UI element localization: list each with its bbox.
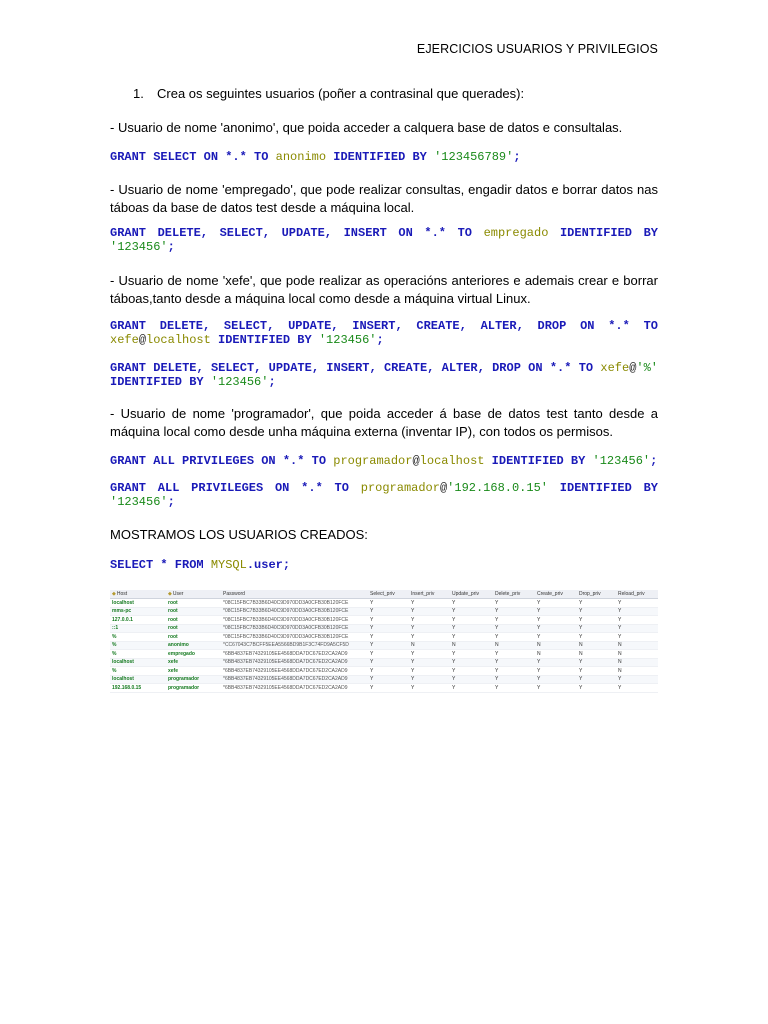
page-header-title: EJERCICIOS USUARIOS Y PRIVILEGIOS — [416, 42, 658, 56]
sql-keyword: IDENTIFIED BY — [326, 150, 435, 164]
table-cell: Y — [409, 607, 450, 616]
list-number: 1. — [133, 86, 144, 101]
select-users-statement — [110, 558, 658, 572]
sql-keyword: IDENTIFIED BY — [484, 454, 593, 468]
table-cell: Y — [493, 650, 535, 659]
sql-password: '123456789' — [434, 150, 514, 164]
table-cell: Y — [368, 650, 409, 659]
table-cell: Y — [493, 607, 535, 616]
table-cell: % — [110, 633, 166, 642]
table-cell: Y — [616, 633, 658, 642]
table-cell: % — [110, 667, 166, 676]
table-cell: *6BB4837EB74329105EE4568DDA7DC67ED2CA2AD9 — [221, 667, 368, 676]
table-cell: Y — [450, 675, 493, 684]
table-cell: Y — [577, 675, 616, 684]
table-cell: Y — [493, 624, 535, 633]
table-cell: Y — [493, 658, 535, 667]
table-cell: Y — [577, 599, 616, 608]
table-row[interactable] — [110, 607, 658, 616]
table-cell: Y — [368, 599, 409, 608]
table-row[interactable] — [110, 658, 658, 667]
sql-host: '192.168.0.15' — [447, 481, 548, 495]
table-cell: Y — [493, 633, 535, 642]
table-cell: Y — [409, 684, 450, 693]
table-cell: *6BB4837EB74329105EE4568DDA7DC67ED2CA2AD9 — [221, 658, 368, 667]
table-cell: N — [493, 641, 535, 650]
table-row[interactable] — [110, 684, 658, 693]
table-cell: *CC67043C7BCFF5EEA5566BD9B1F3C74FD9A5CF5D — [221, 641, 368, 650]
table-cell: root — [166, 607, 221, 616]
sql-keyword: IDENTIFIED BY — [210, 333, 319, 347]
table-cell: N — [616, 658, 658, 667]
table-cell: *08C15FBC7B33B6D40C9D970DD3A0CFB30B120FCE — [221, 624, 368, 633]
column-header-label: Update_priv — [452, 591, 479, 597]
table-cell: Y — [535, 667, 577, 676]
table-cell: Y — [577, 633, 616, 642]
sql-keyword: IDENTIFIED BY — [548, 481, 658, 495]
table-row[interactable] — [110, 616, 658, 625]
column-header-insert-priv[interactable] — [409, 590, 450, 599]
table-cell: Y — [368, 641, 409, 650]
table-row[interactable] — [110, 599, 658, 608]
table-cell: localhost — [110, 658, 166, 667]
sql-database: MYSQL — [210, 558, 247, 572]
column-header-reload-priv[interactable] — [616, 590, 658, 599]
empregado-grant-statement — [110, 226, 658, 254]
sql-password: '123456' — [110, 495, 168, 509]
column-header-password[interactable] — [221, 590, 368, 599]
sql-keyword: GRANT DELETE, SELECT, UPDATE, INSERT ON *.* TO — [110, 226, 484, 240]
column-header-host[interactable] — [110, 590, 166, 599]
result-grid-body — [110, 599, 658, 693]
sql-terminator: ; — [167, 240, 175, 254]
table-cell: Y — [450, 616, 493, 625]
table-cell: N — [616, 641, 658, 650]
table-cell: Y — [409, 675, 450, 684]
table-cell: Y — [616, 616, 658, 625]
column-header-delete-priv[interactable] — [493, 590, 535, 599]
table-cell: Y — [535, 658, 577, 667]
table-cell: Y — [450, 624, 493, 633]
table-cell: empregado — [166, 650, 221, 659]
xefe-description: - Usuario de nome 'xefe', que pode realizar as operacións anteriores e ademais crear e borrar táboas,tanto desde a máquina local como desde a máquina virtual Linux. — [110, 273, 658, 306]
table-cell: programador — [166, 675, 221, 684]
sql-password: '123456' — [110, 240, 168, 254]
table-cell: Y — [493, 684, 535, 693]
table-cell: Y — [409, 667, 450, 676]
table-cell: Y — [577, 616, 616, 625]
table-cell: Y — [535, 624, 577, 633]
table-cell: *08C15FBC7B33B6D40C9D970DD3A0CFB30B120FCE — [221, 607, 368, 616]
column-header-label: Create_priv — [537, 591, 563, 597]
table-cell: anonimo — [166, 641, 221, 650]
sql-keyword: GRANT SELECT ON *.* TO — [110, 150, 276, 164]
table-cell: Y — [616, 675, 658, 684]
table-cell: Y — [493, 675, 535, 684]
table-cell: Y — [409, 658, 450, 667]
sql-user: programador — [360, 481, 440, 495]
table-cell: 127.0.0.1 — [110, 616, 166, 625]
column-header-label: User — [172, 591, 184, 597]
sql-password: '123456' — [210, 375, 269, 389]
table-cell: ::1 — [110, 624, 166, 633]
column-header-user[interactable] — [166, 590, 221, 599]
table-cell: Y — [535, 616, 577, 625]
table-cell: Y — [616, 624, 658, 633]
table-cell: mms-pc — [110, 607, 166, 616]
table-cell: *08C15FBC7B33B6D40C9D970DD3A0CFB30B120FCE — [221, 599, 368, 608]
sql-at-sign: @ — [412, 454, 420, 468]
table-cell: 192.168.0.15 — [110, 684, 166, 693]
table-cell: N — [535, 641, 577, 650]
anonimo-grant-statement — [110, 150, 658, 164]
sql-terminator: ; — [513, 150, 521, 164]
table-cell: Y — [368, 675, 409, 684]
table-cell: Y — [450, 684, 493, 693]
table-cell: % — [110, 650, 166, 659]
table-cell: root — [166, 624, 221, 633]
sql-user: xefe — [600, 361, 630, 375]
result-grid-header — [110, 590, 658, 599]
key-icon: ◆ — [112, 591, 116, 597]
table-cell: N — [577, 641, 616, 650]
table-cell: localhost — [110, 599, 166, 608]
table-cell: Y — [616, 599, 658, 608]
column-header-label: Drop_priv — [579, 591, 601, 597]
table-cell: Y — [493, 667, 535, 676]
column-header-label: Delete_priv — [495, 591, 521, 597]
table-cell: Y — [368, 616, 409, 625]
table-cell: root — [166, 616, 221, 625]
sql-keyword: GRANT ALL PRIVILEGES ON *.* TO — [110, 481, 361, 495]
sql-user: xefe — [110, 333, 139, 347]
table-cell: *6BB4837EB74329105EE4568DDA7DC67ED2CA2AD9 — [221, 684, 368, 693]
table-cell: Y — [368, 684, 409, 693]
sql-terminator: ; — [376, 333, 384, 347]
table-cell: Y — [450, 650, 493, 659]
table-cell: Y — [493, 616, 535, 625]
table-cell: Y — [450, 658, 493, 667]
column-header-label: Host — [116, 591, 128, 597]
table-row[interactable] — [110, 624, 658, 633]
table-cell: xefe — [166, 667, 221, 676]
xefe-any-host-grant-statement — [110, 361, 658, 389]
table-cell: Y — [577, 607, 616, 616]
table-cell: Y — [409, 599, 450, 608]
table-cell: Y — [409, 624, 450, 633]
column-header-update-priv[interactable] — [450, 590, 493, 599]
table-cell: Y — [577, 684, 616, 693]
xefe-localhost-grant-statement — [110, 319, 658, 347]
table-row[interactable] — [110, 650, 658, 659]
table-cell: Y — [535, 599, 577, 608]
table-cell: N — [616, 667, 658, 676]
anonimo-description: - Usuario de nome 'anonimo', que poida acceder a calquera base de datos e consultalas. — [110, 120, 623, 135]
column-header-label: Password — [223, 591, 245, 597]
sql-host: localhost — [419, 454, 485, 468]
sql-user: anonimo — [275, 150, 327, 164]
table-cell: Y — [577, 658, 616, 667]
table-cell: Y — [450, 667, 493, 676]
table-cell: N — [616, 650, 658, 659]
key-icon: ◆ — [168, 591, 172, 597]
sql-host: localhost — [146, 333, 211, 347]
table-cell: root — [166, 599, 221, 608]
table-cell: Y — [368, 607, 409, 616]
table-cell: N — [450, 641, 493, 650]
numbered-item-1 — [133, 86, 524, 101]
table-cell: Y — [409, 633, 450, 642]
table-row[interactable] — [110, 675, 658, 684]
table-cell: *6BB4837EB74329105EE4568DDA7DC67ED2CA2AD9 — [221, 650, 368, 659]
sql-user: empregado — [483, 226, 549, 240]
list-text: Crea os seguintes usuarios (poñer a contrasinal que querades): — [157, 86, 525, 101]
table-cell: *08C15FBC7B33B6D40C9D970DD3A0CFB30B120FCE — [221, 616, 368, 625]
table-cell: *08C15FBC7B33B6D40C9D970DD3A0CFB30B120FCE — [221, 633, 368, 642]
table-cell: N — [577, 650, 616, 659]
sql-host: '%' — [636, 361, 658, 375]
table-cell: Y — [577, 667, 616, 676]
sql-at-sign: @ — [629, 361, 637, 375]
sql-password: '123456' — [318, 333, 377, 347]
table-cell: Y — [535, 633, 577, 642]
column-header-drop-priv[interactable] — [577, 590, 616, 599]
sql-terminator: ; — [650, 454, 658, 468]
table-cell: Y — [450, 633, 493, 642]
table-cell: Y — [450, 599, 493, 608]
table-cell: Y — [616, 607, 658, 616]
table-cell: Y — [409, 616, 450, 625]
table-cell: Y — [368, 624, 409, 633]
column-header-label: Select_priv — [370, 591, 395, 597]
sql-keyword: GRANT DELETE, SELECT, UPDATE, INSERT, CREATE, ALTER, DROP ON *.* TO — [110, 361, 601, 375]
table-cell: Y — [535, 607, 577, 616]
table-cell: % — [110, 641, 166, 650]
table-cell: Y — [450, 607, 493, 616]
programador-description: - Usuario de nome 'programador', que poida acceder á base de datos test tanto desde a máquina local como desde unha máquina externa (inventar IP), con todos os permisos. — [110, 406, 658, 439]
table-cell: N — [409, 641, 450, 650]
column-header-label: Reload_priv — [618, 591, 645, 597]
sql-table: .user; — [246, 558, 291, 572]
table-cell: Y — [368, 667, 409, 676]
programador-localhost-grant-statement — [110, 454, 658, 468]
column-header-create-priv[interactable] — [535, 590, 577, 599]
sql-user: programador — [333, 454, 413, 468]
table-cell: programador — [166, 684, 221, 693]
table-cell: localhost — [110, 675, 166, 684]
table-cell: xefe — [166, 658, 221, 667]
empregado-description: - Usuario de nome 'empregado', que pode realizar consultas, engadir datos e borrar datos nas táboas da base de datos test desde a máquina local. — [110, 182, 658, 215]
table-cell: root — [166, 633, 221, 642]
sql-terminator: ; — [167, 495, 175, 509]
table-cell: Y — [409, 650, 450, 659]
sql-keyword: GRANT ALL PRIVILEGES ON *.* TO — [110, 454, 334, 468]
column-header-select-priv[interactable] — [368, 590, 409, 599]
sql-at-sign: @ — [439, 481, 448, 495]
table-cell: Y — [368, 633, 409, 642]
table-row[interactable] — [110, 633, 658, 642]
table-cell: Y — [535, 684, 577, 693]
table-cell: Y — [616, 684, 658, 693]
table-cell: N — [535, 650, 577, 659]
sql-keyword: IDENTIFIED BY — [548, 226, 658, 240]
table-cell: Y — [535, 675, 577, 684]
programador-ip-grant-statement — [110, 481, 658, 509]
sql-at-sign: @ — [138, 333, 147, 347]
column-header-label: Insert_priv — [411, 591, 435, 597]
sql-keyword: SELECT * FROM — [110, 558, 211, 572]
table-cell: Y — [577, 624, 616, 633]
table-cell: Y — [368, 658, 409, 667]
users-result-grid — [110, 590, 658, 693]
table-row[interactable] — [110, 641, 658, 650]
table-cell: *6BB4837EB74329105EE4568DDA7DC67ED2CA2AD9 — [221, 675, 368, 684]
sql-keyword: IDENTIFIED BY — [110, 375, 211, 389]
users-created-heading: MOSTRAMOS LOS USUARIOS CREADOS: — [110, 527, 368, 542]
table-row[interactable] — [110, 667, 658, 676]
sql-keyword: GRANT DELETE, SELECT, UPDATE, INSERT, CREATE, ALTER, DROP ON *.* TO — [110, 319, 658, 333]
table-cell: Y — [493, 599, 535, 608]
sql-password: '123456' — [592, 454, 651, 468]
sql-terminator: ; — [268, 375, 276, 389]
